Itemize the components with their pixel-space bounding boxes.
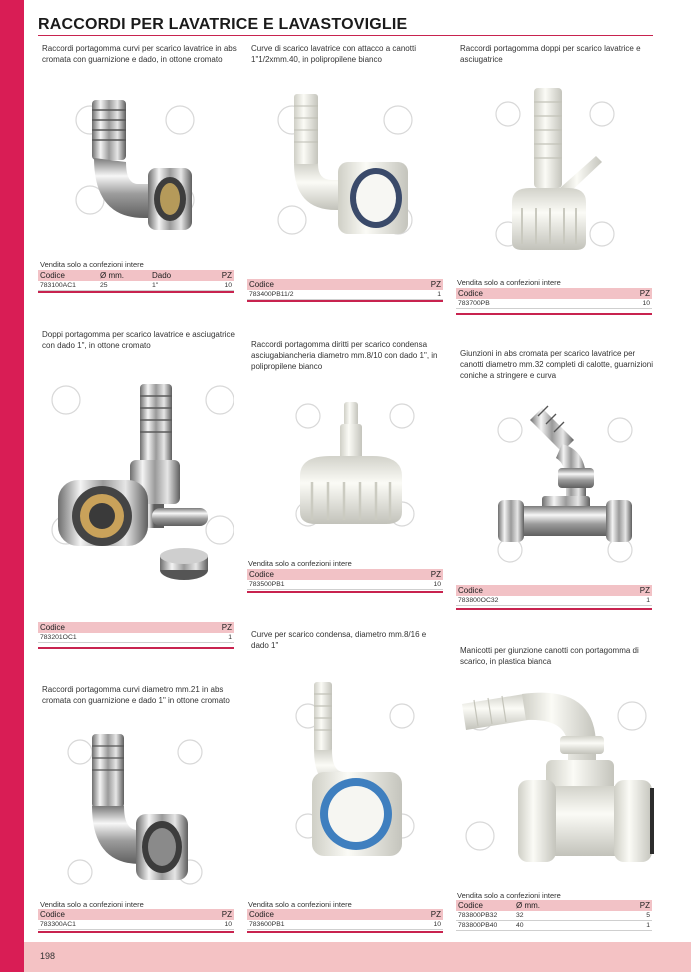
product-8-photo <box>290 676 420 866</box>
product-9-table <box>456 900 652 931</box>
cell-codice: 783500PB1 <box>247 580 407 590</box>
header-pz: PZ <box>616 288 652 299</box>
cell-codice: 783201OC1 <box>38 633 198 643</box>
product-3-table <box>456 288 652 309</box>
product-6-description: Giunzioni in abs cromata per scarico lavatrice per canotti diametro mm.32 completi di calotte, guarnizioni coniche a stringere e curva <box>460 349 653 380</box>
product-1-description: Raccordi portagomma curvi per scarico lavatrice in abs cromata con guarnizione e dado, in ottone cromato <box>42 44 237 64</box>
product-6-table <box>456 585 652 606</box>
cell-diameter: 32 <box>514 911 614 921</box>
cell-pz: 1 <box>616 596 652 606</box>
product-7-table-rule <box>38 931 234 933</box>
cell-codice: 783800OC32 <box>456 596 616 606</box>
header-pz: PZ <box>198 909 234 920</box>
header-pz: PZ <box>407 569 443 580</box>
cell-pz: 1 <box>198 633 234 643</box>
product-8-table <box>247 909 443 930</box>
product-7-table <box>38 909 234 930</box>
table-row <box>456 911 652 921</box>
table-row <box>38 920 234 930</box>
product-3-sale-note: Vendita solo a confezioni intere <box>457 278 561 287</box>
cell-diameter: 25 <box>98 281 150 291</box>
product-4-description: Doppi portagomma per scarico lavatrice e asciugatrice con dado 1", in ottone cromato <box>42 330 235 350</box>
cell-codice: 783800PB32 <box>456 911 514 921</box>
product-5-table <box>247 569 443 590</box>
product-2-description: Curve di scarico lavatrice con attacco a canotti 1"1/2xmm.40, in polipropilene bianco <box>251 44 416 64</box>
header-codice: Codice <box>38 270 98 281</box>
product-7-description: Raccordi portagomma curvi diametro mm.21 in abs cromata con guarnizione e dado 1" in ottone cromato <box>42 685 230 705</box>
header-codice: Codice <box>456 900 514 911</box>
header-codice: Codice <box>247 909 407 920</box>
header-codice: Codice <box>38 909 198 920</box>
product-2-table-rule <box>247 300 443 302</box>
product-3-description: Raccordi portagomma doppi per scarico lavatrice e asciugatrice <box>460 44 641 64</box>
header-pz: PZ <box>614 900 652 911</box>
cell-pz: 10 <box>198 920 234 930</box>
product-4-table-rule <box>38 647 234 649</box>
footer-band <box>24 942 691 972</box>
header-codice: Codice <box>456 585 616 596</box>
cell-codice: 783700PB <box>456 299 616 309</box>
header-pz: PZ <box>407 279 443 290</box>
page-number: 198 <box>40 951 56 961</box>
cell-codice: 783800PB40 <box>456 921 514 931</box>
product-5-photo <box>290 396 420 536</box>
product-3-photo <box>490 84 620 254</box>
product-6-photo <box>490 400 640 570</box>
product-9-photo <box>456 676 656 876</box>
product-4-table <box>38 622 234 643</box>
product-7-photo <box>60 722 210 892</box>
product-5-description: Raccordi portagomma diritti per scarico condensa asciugabiancheria diametro mm.8/10 con dado 1", in polipropilene bianco <box>251 340 438 371</box>
header-dado: Dado <box>150 270 212 281</box>
product-5-table-rule <box>247 591 443 593</box>
cell-dado: 1" <box>150 281 212 291</box>
product-8-sale-note: Vendita solo a confezioni intere <box>248 900 352 909</box>
header-codice: Codice <box>38 622 198 633</box>
product-9-sale-note: Vendita solo a confezioni intere <box>457 891 561 900</box>
table-row <box>247 580 443 590</box>
product-1-sale-note: Vendita solo a confezioni intere <box>40 260 144 269</box>
table-row <box>456 299 652 309</box>
product-6-table-rule <box>456 608 652 610</box>
cell-pz: 1 <box>614 921 652 931</box>
cell-pz: 5 <box>614 911 652 921</box>
title-rule <box>38 35 653 36</box>
cell-codice: 783100AC1 <box>38 281 98 291</box>
cell-pz: 10 <box>616 299 652 309</box>
table-row <box>247 920 443 930</box>
table-row <box>456 596 652 606</box>
table-row <box>456 921 652 931</box>
product-2-photo <box>268 80 428 260</box>
cell-codice: 783600PB1 <box>247 920 407 930</box>
header-diameter: Ø mm. <box>98 270 150 281</box>
header-diameter: Ø mm. <box>514 900 614 911</box>
table-row <box>38 633 234 643</box>
cell-pz: 10 <box>407 920 443 930</box>
page-title: RACCORDI PER LAVATRICE E LAVASTOVIGLIE <box>38 16 408 33</box>
cell-diameter: 40 <box>514 921 614 931</box>
product-7-sale-note: Vendita solo a confezioni intere <box>40 900 144 909</box>
left-accent-bar <box>0 0 24 972</box>
header-pz: PZ <box>212 270 234 281</box>
table-row <box>247 290 443 300</box>
product-8-description: Curve per scarico condensa, diametro mm.8/16 e dado 1" <box>251 630 427 650</box>
product-9-description: Manicotti per giunzione canotti con portagomma di scarico, in plastica bianca <box>460 646 639 666</box>
product-1-table-rule <box>38 291 234 293</box>
product-2-table <box>247 279 443 300</box>
header-pz: PZ <box>616 585 652 596</box>
cell-codice: 783300AC1 <box>38 920 198 930</box>
product-5-sale-note: Vendita solo a confezioni intere <box>248 559 352 568</box>
cell-pz: 10 <box>212 281 234 291</box>
header-pz: PZ <box>198 622 234 633</box>
header-codice: Codice <box>247 569 407 580</box>
header-codice: Codice <box>247 279 407 290</box>
table-row <box>38 281 234 291</box>
product-1-photo <box>60 80 210 240</box>
product-8-table-rule <box>247 931 443 933</box>
header-codice: Codice <box>456 288 616 299</box>
cell-codice: 783400PB11/2 <box>247 290 407 300</box>
product-4-photo <box>44 370 234 600</box>
product-3-table-rule <box>456 313 652 315</box>
cell-pz: 10 <box>407 580 443 590</box>
header-pz: PZ <box>407 909 443 920</box>
cell-pz: 1 <box>407 290 443 300</box>
product-1-table <box>38 270 234 291</box>
